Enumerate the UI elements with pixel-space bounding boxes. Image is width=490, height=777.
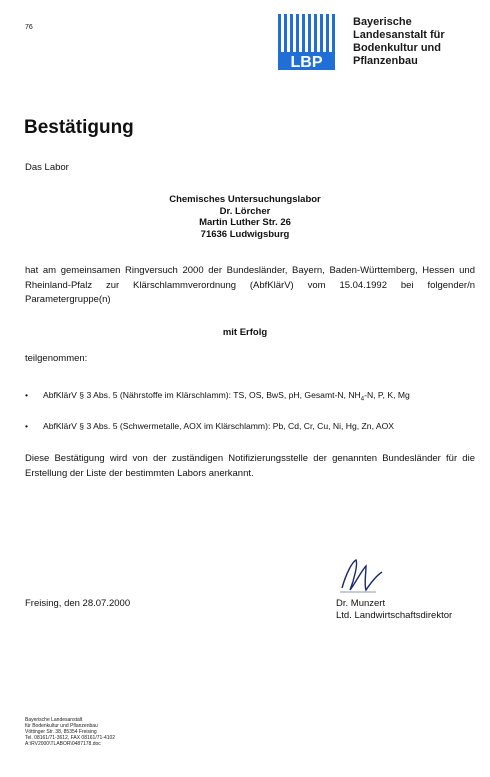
handwritten-signature bbox=[336, 554, 396, 598]
bullet-icon: • bbox=[25, 421, 29, 431]
footer-line: Bayerische Landesanstalt bbox=[25, 717, 83, 723]
success-text: mit Erfolg bbox=[222, 327, 268, 338]
signatory-title: Ltd. Landwirtschaftsdirektor bbox=[336, 610, 453, 621]
parameter-group-item bbox=[25, 390, 410, 403]
institution-line: Bodenkultur und bbox=[353, 42, 441, 54]
footer-address bbox=[25, 717, 115, 747]
institution-line: Bayerische bbox=[353, 16, 412, 28]
parameter-group-item bbox=[25, 421, 394, 431]
footer-line: für Bodenkultur und Pflanzenbau bbox=[25, 723, 98, 729]
address-line: 71636 Ludwigsburg bbox=[200, 228, 290, 240]
parameter-group-text: AbfKlärV § 3 Abs. 5 (Nährstoffe im Klärschlamm): TS, OS, BwS, pH, Gesamt-N, NH bbox=[43, 390, 361, 400]
address-line: Chemisches Untersuchungslabor bbox=[169, 194, 321, 205]
bullet-icon: • bbox=[25, 390, 29, 400]
closing-paragraph: Diese Bestätigung wird von der zuständigen Notifizierungsstelle der genannten Bundesländer für die Erstellung der Liste der bestimmten Labors anerkannt. bbox=[25, 453, 475, 479]
participated-text: teilgenommen: bbox=[25, 353, 88, 364]
signatory-name: Dr. Munzert bbox=[336, 598, 386, 609]
footer-line: Vöttinger Str. 38, 85354 Freising bbox=[25, 729, 97, 735]
institution-name bbox=[353, 16, 483, 68]
footer-line: A:\RV2000\TLABOR\0487178.doc bbox=[25, 741, 101, 747]
institution-line: Landesanstalt für bbox=[353, 29, 445, 41]
signatory-block bbox=[336, 598, 452, 622]
parameter-group-text-rest: -N, P, K, Mg bbox=[364, 390, 410, 400]
place-date: Freising, den 28.07.2000 bbox=[25, 598, 131, 609]
intro-text: Das Labor bbox=[25, 162, 69, 173]
institution-line: Pflanzenbau bbox=[353, 55, 418, 67]
address-line: Martin Luther Str. 26 bbox=[199, 217, 291, 228]
body-paragraph: hat am gemeinsamen Ringversuch 2000 der Bundesländer, Bayern, Baden-Württemberg, Hessen und Rheinland-Pfalz zur Klärschlammverordnung (AbfKlärV) vom 15.04.1992 bei folgender/n Parametergruppe(n) bbox=[25, 265, 475, 305]
page-number: 76 bbox=[25, 24, 33, 31]
logo-text: LBP bbox=[290, 54, 323, 70]
lab-address bbox=[0, 194, 490, 240]
parameter-group-text: AbfKlärV § 3 Abs. 5 (Schwermetalle, AOX im Klärschlamm): Pb, Cd, Cr, Cu, Ni, Hg, Zn, AOX bbox=[43, 421, 395, 431]
lbp-logo bbox=[278, 14, 338, 70]
subscript: 4 bbox=[360, 396, 365, 403]
document-title: Bestätigung bbox=[24, 117, 134, 138]
address-line: Dr. Lörcher bbox=[219, 205, 271, 217]
footer-line: Tel. 08161/71-3612, FAX 08161/71-4102 bbox=[25, 735, 116, 741]
